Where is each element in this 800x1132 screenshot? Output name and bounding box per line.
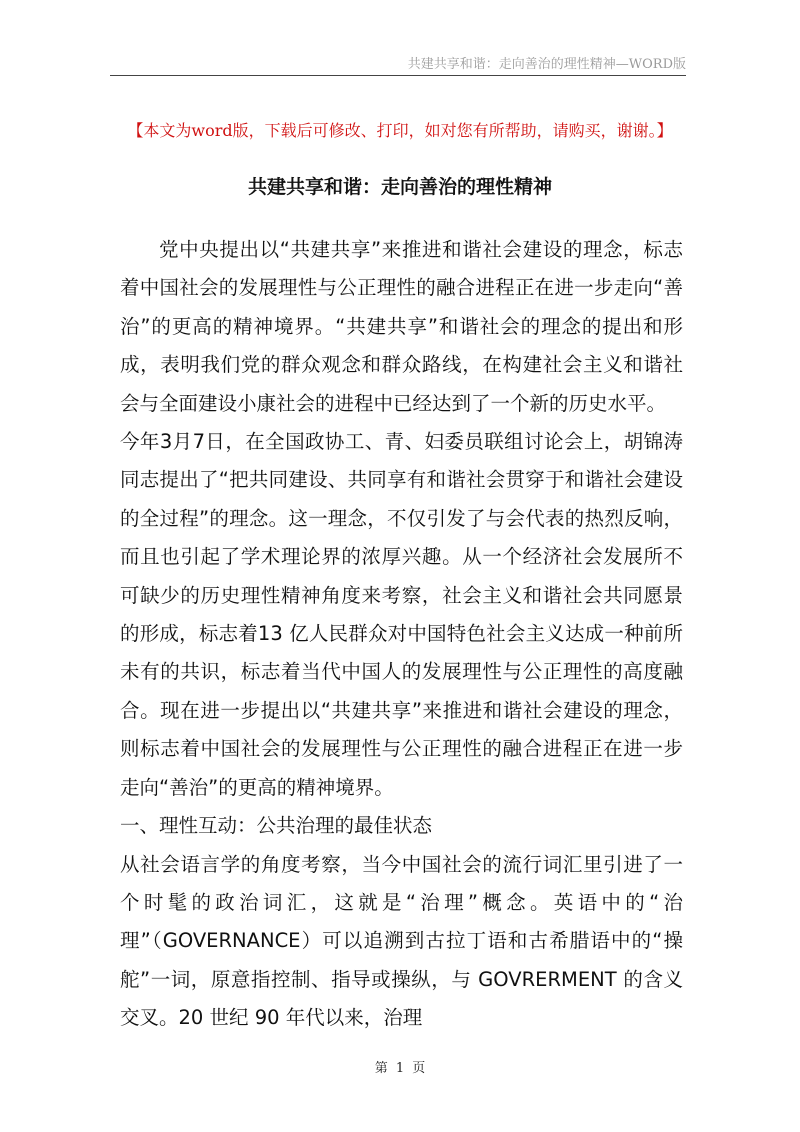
running-header: 共建共享和谐：走向善治的理性精神—WORD版	[407, 57, 686, 72]
paragraph: 今年3月7日，在全国政协工、青、妇委员联组讨论会上，胡锦涛同志提出了“把共同建设、共同享有和谐社会贯穿于和谐社会建设的全过程”的理念。这一理念，不仅引发了与会代表的热烈反响，而且也引起了学术理论界的浓厚兴趣。从一个经济社会发展所不可缺少的历史理性精神角度来考察，社会主义和谐社会共同愿景的形成，标志着13 亿人民群众对中国特色社会主义达成一种前所未有的共识，标志着当代中国人的发展理性与公正理性的高度融合。现在进一步提出以“共建共享”来推进和谐社会建设的理念，则标志着中国社会的发展理性与公正理性的融合进程正在进一步走向“善治”的更高的精神境界。	[120, 430, 683, 799]
header-divider	[110, 75, 686, 76]
page-suffix: 页	[412, 1061, 426, 1076]
page-prefix: 第	[374, 1061, 388, 1076]
page-number: 1	[395, 1061, 405, 1076]
document-body	[120, 231, 683, 1038]
document-title: 共建共享和谐：走向善治的理性精神	[247, 176, 552, 198]
paragraph: 从社会语言学的角度考察，当今中国社会的流行词汇里引进了一个时髦的政治词汇，这就是“治理”概念。英语中的“治理”（GOVERNANCE）可以追溯到古拉丁语和古希腊语中的“操舵”一词，原意指控制、指导或操纵，与 GOVRERMENT 的含义交叉。20 世纪 90 年代以来，治理	[120, 852, 683, 1030]
download-notice: 【本文为word版，下载后可修改、打印，如对您有所帮助，请购买，谢谢。】	[127, 121, 673, 140]
page-footer	[0, 1057, 800, 1076]
section-heading: 一、理性互动：公共治理的最佳状态	[120, 814, 433, 838]
paragraph: 党中央提出以“共建共享”来推进和谐社会建设的理念，标志着中国社会的发展理性与公正理性的融合进程正在进一步走向“善治”的更高的精神境界。“共建共享”和谐社会的理念的提出和形成，表明我们党的群众观念和群众路线，在构建社会主义和谐社会与全面建设小康社会的进程中已经达到了一个新的历史水平。	[120, 238, 683, 415]
